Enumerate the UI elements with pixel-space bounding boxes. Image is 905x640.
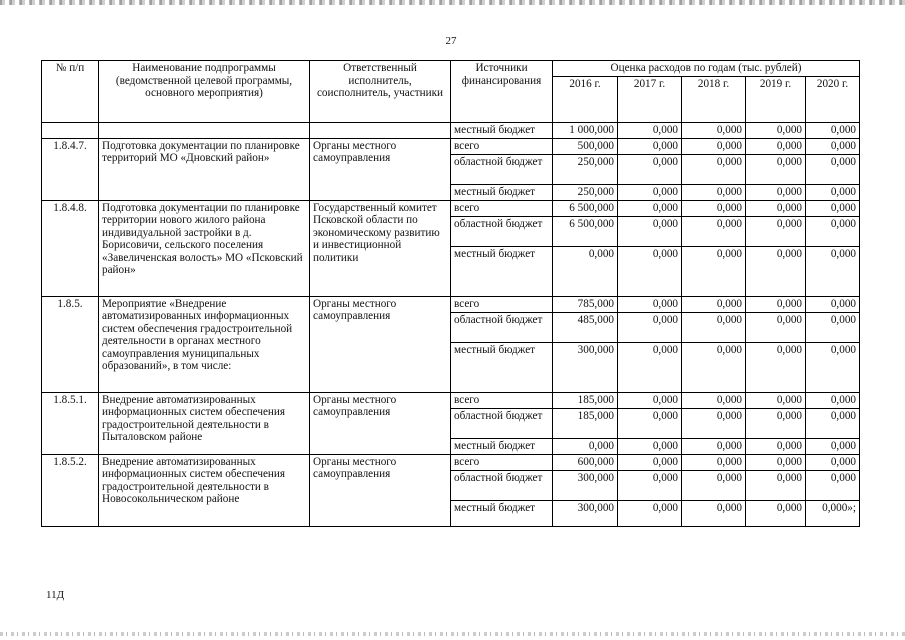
- expense-value: 0,000: [618, 392, 682, 408]
- row-executor: Государственный комитет Псковской области по экономическому развитию и инвестиционной политики: [310, 200, 451, 296]
- expense-value: 0,000: [746, 154, 806, 184]
- expense-value: 0,000: [618, 184, 682, 200]
- expense-value: 0,000: [746, 296, 806, 312]
- expense-value: 0,000: [618, 200, 682, 216]
- expense-value: 0,000: [746, 184, 806, 200]
- budget-table: [41, 60, 860, 527]
- expense-value: 0,000: [746, 470, 806, 500]
- expense-value: 185,000: [553, 408, 618, 438]
- expense-value: 0,000: [806, 216, 860, 246]
- expense-value: 785,000: [553, 296, 618, 312]
- expense-value: 0,000: [682, 438, 746, 454]
- expense-value: 250,000: [553, 154, 618, 184]
- expense-value: 0,000: [682, 312, 746, 342]
- expense-value: 0,000: [682, 184, 746, 200]
- header-num: № п/п: [42, 61, 99, 123]
- expense-value: 0,000: [618, 438, 682, 454]
- row-number: 1.8.4.7.: [42, 138, 99, 200]
- expense-value: 0,000: [806, 470, 860, 500]
- expense-value: 500,000: [553, 138, 618, 154]
- expense-value: 0,000: [806, 200, 860, 216]
- expense-value: 0,000: [746, 138, 806, 154]
- header-year: 2019 г.: [746, 76, 806, 122]
- funding-source: местный бюджет: [451, 184, 553, 200]
- expense-value: 0,000: [682, 408, 746, 438]
- expense-value: 600,000: [553, 454, 618, 470]
- header-year: 2020 г.: [806, 76, 860, 122]
- funding-source: всего: [451, 138, 553, 154]
- row-executor: Органы местного самоуправления: [310, 138, 451, 200]
- header-year: 2018 г.: [682, 76, 746, 122]
- expense-value: 300,000: [553, 342, 618, 392]
- row-number: 1.8.5.: [42, 296, 99, 392]
- footer-code: 11Д: [46, 589, 65, 601]
- expense-value: 0,000: [806, 184, 860, 200]
- funding-source: областной бюджет: [451, 470, 553, 500]
- row-name: Подготовка документации по планировке территорий МО «Дновский район»: [99, 138, 310, 200]
- expense-value: 185,000: [553, 392, 618, 408]
- row-number: [42, 122, 99, 138]
- expense-value: 0,000: [746, 342, 806, 392]
- expense-value: 0,000: [618, 470, 682, 500]
- table-row: [42, 454, 860, 470]
- row-executor: Органы местного самоуправления: [310, 454, 451, 526]
- funding-source: областной бюджет: [451, 154, 553, 184]
- expense-value: 0,000: [682, 296, 746, 312]
- header-year: 2017 г.: [618, 76, 682, 122]
- expense-value: 0,000: [806, 454, 860, 470]
- table-row: [42, 392, 860, 408]
- expense-value: 6 500,000: [553, 200, 618, 216]
- expense-value: 1 000,000: [553, 122, 618, 138]
- funding-source: всего: [451, 454, 553, 470]
- header-executor: Ответственный исполнитель, соисполнитель, участники: [310, 61, 451, 123]
- expense-value: 0,000: [682, 454, 746, 470]
- expense-value: 0,000: [682, 216, 746, 246]
- funding-source: всего: [451, 392, 553, 408]
- expense-value: 6 500,000: [553, 216, 618, 246]
- expense-value: 0,000: [682, 122, 746, 138]
- row-number: 1.8.5.2.: [42, 454, 99, 526]
- expense-value: 0,000: [553, 438, 618, 454]
- expense-value: 0,000: [806, 296, 860, 312]
- row-name: Внедрение автоматизированных информационных систем обеспечения градостроительной деятельности в Новосокольническом районе: [99, 454, 310, 526]
- funding-source: областной бюджет: [451, 216, 553, 246]
- expense-value: 0,000: [682, 392, 746, 408]
- funding-source: местный бюджет: [451, 438, 553, 454]
- funding-source: всего: [451, 296, 553, 312]
- expense-value: 0,000: [618, 154, 682, 184]
- header-year: 2016 г.: [553, 76, 618, 122]
- expense-value: 300,000: [553, 500, 618, 526]
- funding-source: местный бюджет: [451, 500, 553, 526]
- funding-source: местный бюджет: [451, 246, 553, 296]
- expense-value: 0,000: [682, 200, 746, 216]
- expense-value: 0,000: [682, 138, 746, 154]
- expense-value: 0,000: [746, 216, 806, 246]
- expense-value: 0,000: [682, 154, 746, 184]
- expense-value: 0,000: [806, 154, 860, 184]
- expense-value: 0,000: [746, 200, 806, 216]
- expense-value: 0,000: [682, 500, 746, 526]
- header-source: Источники финансирования: [451, 61, 553, 123]
- funding-source: областной бюджет: [451, 408, 553, 438]
- row-number: 1.8.5.1.: [42, 392, 99, 454]
- expense-value: 0,000: [618, 216, 682, 246]
- expense-value: 0,000: [618, 342, 682, 392]
- expense-value: 0,000: [682, 470, 746, 500]
- expense-value: 0,000: [806, 312, 860, 342]
- expense-value: 250,000: [553, 184, 618, 200]
- expense-value: 0,000: [618, 408, 682, 438]
- expense-value: 0,000: [806, 246, 860, 296]
- table-row: [42, 296, 860, 312]
- expense-value: 0,000: [618, 246, 682, 296]
- expense-value: 0,000»;: [806, 500, 860, 526]
- row-name: Внедрение автоматизированных информационных систем обеспечения градостроительной деятельности в Пыталовском районе: [99, 392, 310, 454]
- expense-value: 0,000: [746, 122, 806, 138]
- expense-value: 0,000: [746, 392, 806, 408]
- expense-value: 0,000: [618, 296, 682, 312]
- expense-value: 0,000: [746, 246, 806, 296]
- page-number: 27: [445, 35, 457, 47]
- row-number: 1.8.4.8.: [42, 200, 99, 296]
- expense-value: 0,000: [618, 454, 682, 470]
- scan-edge-bottom: [0, 632, 905, 636]
- header-estimate: Оценка расходов по годам (тыс. рублей): [553, 61, 860, 77]
- table-row: [42, 122, 860, 138]
- expense-value: 0,000: [806, 408, 860, 438]
- expense-value: 0,000: [682, 246, 746, 296]
- row-executor: [310, 122, 451, 138]
- funding-source: всего: [451, 200, 553, 216]
- expense-value: 0,000: [746, 312, 806, 342]
- expense-value: 0,000: [746, 500, 806, 526]
- scan-edge-top: [0, 0, 905, 5]
- expense-value: 0,000: [806, 438, 860, 454]
- header-name: Наименование подпрограммы (ведомственной целевой программы, основного мероприятия): [99, 61, 310, 123]
- table-row: [42, 200, 860, 216]
- expense-value: 0,000: [618, 500, 682, 526]
- row-name: [99, 122, 310, 138]
- row-name: Мероприятие «Внедрение автоматизированных информационных систем обеспечения градостроительной деятельности в органах местного самоуправления муниципальных образований», в том числе:: [99, 296, 310, 392]
- expense-value: 0,000: [618, 138, 682, 154]
- funding-source: областной бюджет: [451, 312, 553, 342]
- expense-value: 0,000: [746, 408, 806, 438]
- row-name: Подготовка документации по планировке территории нового жилого района индивидуальной застройки в д. Борисовичи, сельского поселения «Завеличенская волость» МО «Псковский район»: [99, 200, 310, 296]
- expense-value: 0,000: [553, 246, 618, 296]
- funding-source: местный бюджет: [451, 122, 553, 138]
- expense-value: 0,000: [806, 122, 860, 138]
- row-executor: Органы местного самоуправления: [310, 296, 451, 392]
- expense-value: 300,000: [553, 470, 618, 500]
- expense-value: 0,000: [806, 138, 860, 154]
- expense-value: 0,000: [746, 454, 806, 470]
- row-executor: Органы местного самоуправления: [310, 392, 451, 454]
- funding-source: местный бюджет: [451, 342, 553, 392]
- expense-value: 485,000: [553, 312, 618, 342]
- expense-value: 0,000: [618, 122, 682, 138]
- expense-value: 0,000: [682, 342, 746, 392]
- expense-value: 0,000: [806, 392, 860, 408]
- table-row: [42, 138, 860, 154]
- expense-value: 0,000: [806, 342, 860, 392]
- expense-value: 0,000: [746, 438, 806, 454]
- expense-value: 0,000: [618, 312, 682, 342]
